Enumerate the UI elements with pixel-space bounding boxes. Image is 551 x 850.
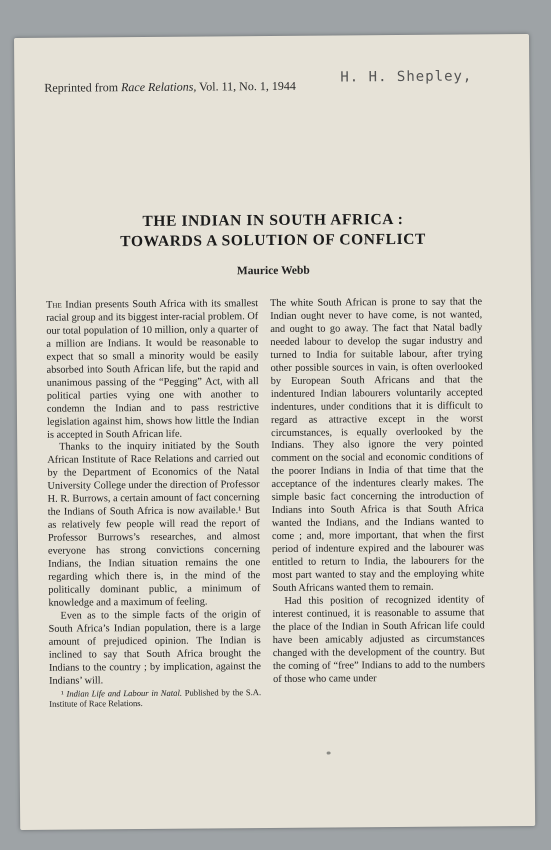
paragraph: Even as to the simple facts of the origin of South Africa’s Indian population, there is a large amount of prejudiced opinion. The Indian is inclined to say that South Africa brought the Indians to the country ; by implication, against the Indians’ will.	[48, 608, 261, 687]
article-title-line1: THE INDIAN IN SOUTH AFRICA :	[142, 210, 404, 230]
article-title-line2: TOWARDS A SOLUTION OF CONFLICT	[120, 230, 427, 251]
paper-mark	[327, 752, 331, 755]
author-name: Maurice Webb	[236, 264, 310, 278]
paragraph: The Indian presents South Africa with its smallest racial group and its biggest inter-racial problem. Of our total population of 10 million, only a quarter of a million are Indians. It would be reasonable to expect that so small a minority would be easily absorbed into South African life, but the rapid and unanimous passing of the “Pegging” Act, with all political parties vying one with another to condemn the Indian and to pass restrictive legislation against him, shows how little the Indian is accepted in South African life.	[46, 298, 260, 441]
document-page	[14, 34, 535, 830]
journal-name: Race Relations,	[120, 79, 197, 95]
handwritten-name: H. H. Shepley,	[340, 68, 473, 86]
paragraph: Thanks to the inquiry initiated by the South African Institute of Race Relations and carried out by the Department of Economics of the Natal University College under the direction of Professor H. R. Burrows, a certain amount of fact concerning the Indians of South Africa is now available.¹ But as relatively few people will read the report of Professor Burrows’s researches, and almost everyone has strong convictions concerning Indians, the Indian situation remains the one regarding which there is, in the mind of the politically dominant public, a minimum of knowledge and a maximum of feeling.	[47, 440, 261, 609]
left-column	[46, 298, 261, 709]
drop-word: The	[46, 299, 62, 311]
reprint-notice: Reprinted from Race Relations, Vol. 11, No. 1, 1944	[44, 78, 296, 95]
right-column	[270, 296, 485, 686]
paragraph: Had this position of recognized identity of interest continued, it is reasonable to assume that the place of the Indian in South African life could have been amicably adjusted as circumstances changed with the development of the country. But the coming of “free” Indians to add to the numbers of those who came under	[272, 594, 485, 685]
paragraph: The white South African is prone to say that the Indian ought never to have come, is not wanted, and ought to go away. The fact that Natal badly needed labour to develop the sugar industry and turned to India for suitable labour, after trying other possible sources in vain, is often overlooked by European South Africans and that the indentured Indian labourers voluntarily accepted indentures, under conditions that it is difficult to regard as attractive except in the worst circumstances, is equally overlooked by the Indians. They also ignore the very pointed comment on the social and economic conditions of the poorer Indians in India of that time that the acceptance of the indentures clearly makes. The simple basic fact concerning the introduction of Indians into South Africa is that South Africa wanted the Indians, and the Indians wanted to come ; and, more important, that when the first period of indenture expired and the labourer was entitled to return to India, the labourers for the most part wanted to stay and the employing white South Africans wanted them to remain.	[270, 296, 485, 594]
footnote: ¹ Indian Life and Labour in Natal. Published by the S.A. Institute of Race Relations.	[49, 686, 262, 709]
